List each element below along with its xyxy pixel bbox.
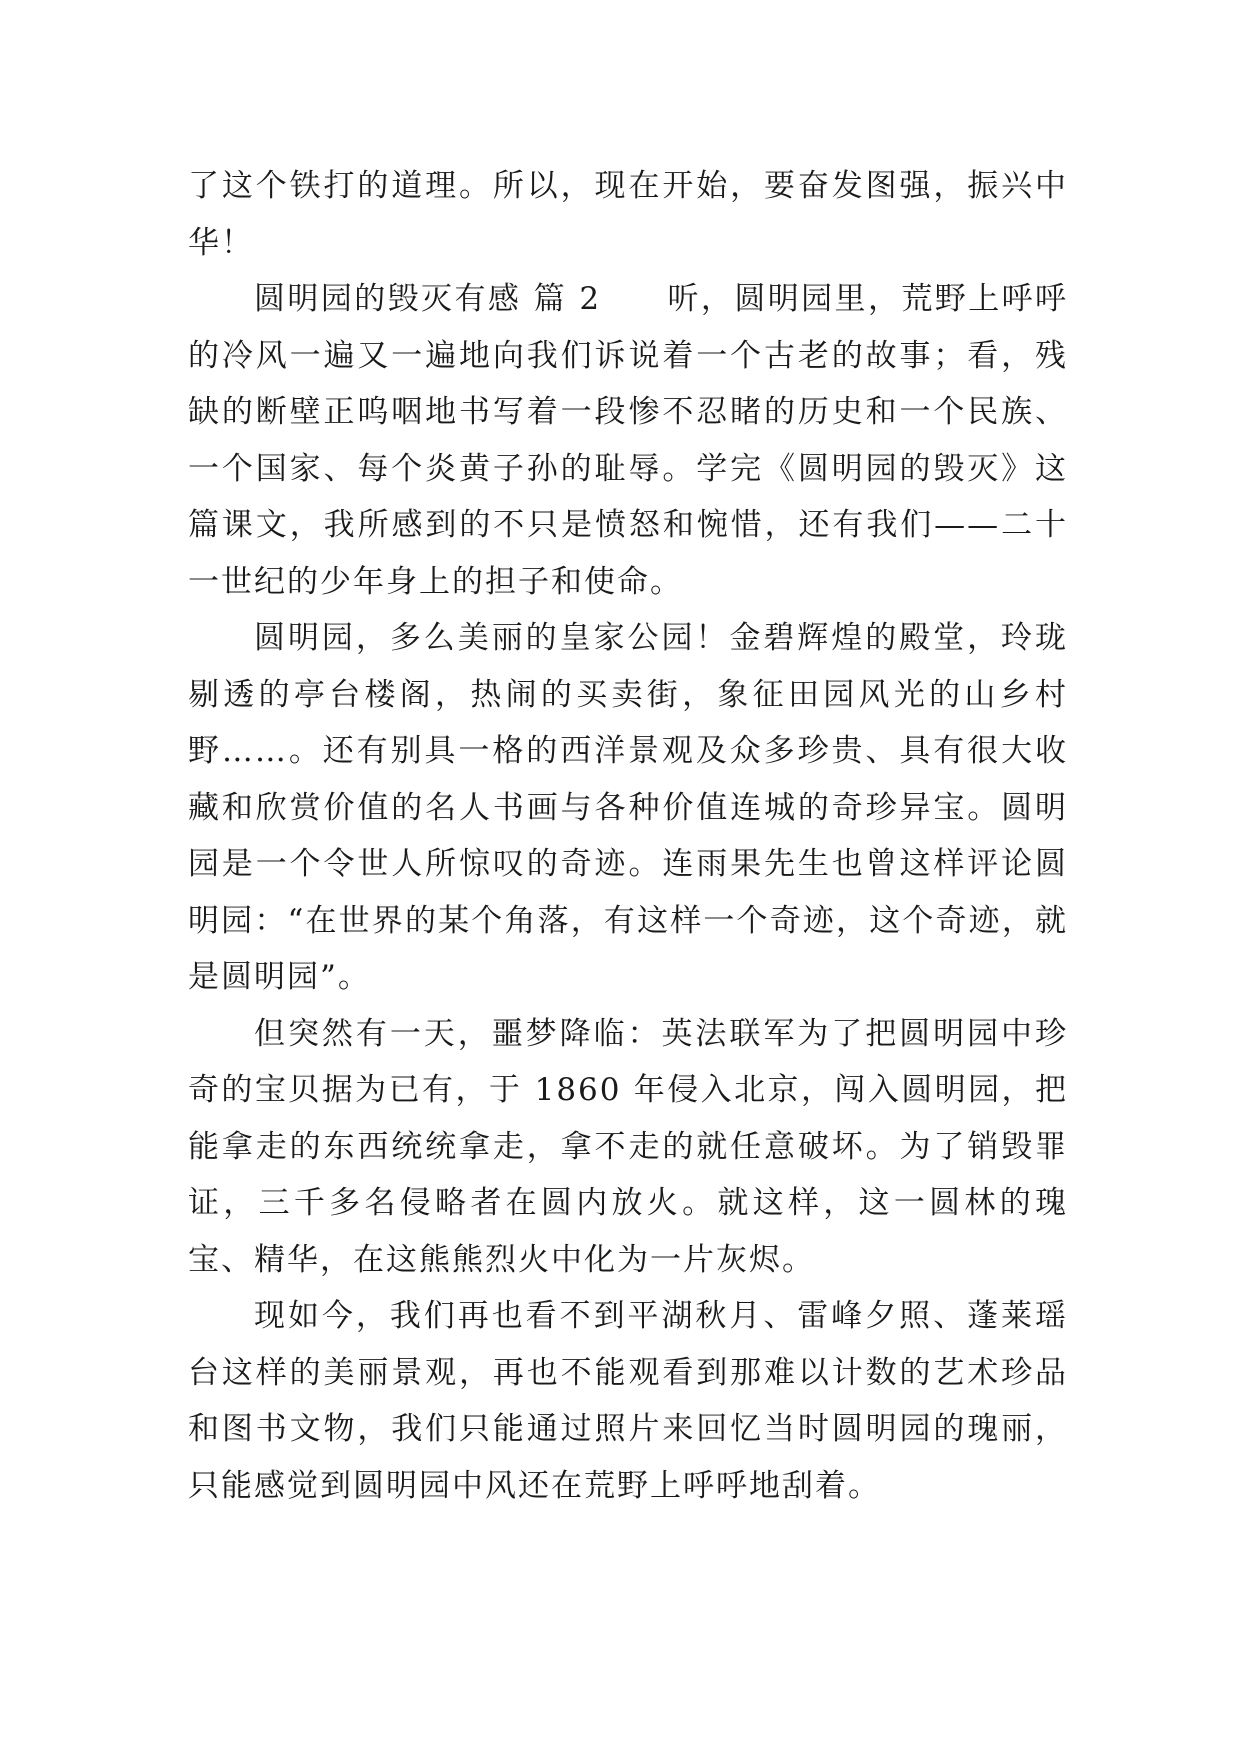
- paragraph-heading-text: 听，圆明园里，荒野上呼呼的冷风一遍又一遍地向我们诉说着一个古老的故事；看，残缺的断壁正呜咽地书写着一段惨不忍睹的历史和一个民族、一个国家、每个炎黄子孙的耻辱。学完《圆明园的毁灭》这篇课文，我所感到的不只是愤怒和惋惜，还有我们——二十一世纪的少年身上的担子和使命。: [188, 281, 1069, 600]
- section-label: 篇 2: [533, 281, 602, 317]
- paragraph-invasion: 但突然有一天，噩梦降临：英法联军为了把圆明园中珍奇的宝贝据为已有，于 1860 年侵入北京，闯入圆明园，把能拿走的东西统统拿走，拿不走的就任意破坏。为了销毁罪证，三千多名侵略者在圆内放火。就这样，这一圆林的瑰宝、精华，在这熊熊烈火中化为一片灰烬。: [188, 1015, 1068, 1278]
- article-body: [188, 158, 1068, 1514]
- article-title: 圆明园的毁灭有感: [254, 281, 522, 317]
- paragraph-heading: [188, 271, 1068, 610]
- paragraph-continuation: 了这个铁打的道理。所以，现在开始，要奋发图强，振兴中华！: [188, 168, 1068, 261]
- paragraph-present: 现如今，我们再也看不到平湖秋月、雷峰夕照、蓬莱瑶台这样的美丽景观，再也不能观看到那难以计数的艺术珍品和图书文物，我们只能通过照片来回忆当时圆明园的瑰丽，只能感觉到圆明园中风还在荒野上呼呼地刮着。: [188, 1298, 1068, 1504]
- paragraph-description: 圆明园，多么美丽的皇家公园！金碧辉煌的殿堂，玲珑剔透的亭台楼阁，热闹的买卖街，象征田园风光的山乡村野……。还有别具一格的西洋景观及众多珍贵、具有很大收藏和欣赏价值的名人书画与各种价值连城的奇珍异宝。圆明园是一个令世人所惊叹的奇迹。连雨果先生也曾这样评论圆明园：“在世界的某个角落，有这样一个奇迹，这个奇迹，就是圆明园”。: [188, 620, 1068, 995]
